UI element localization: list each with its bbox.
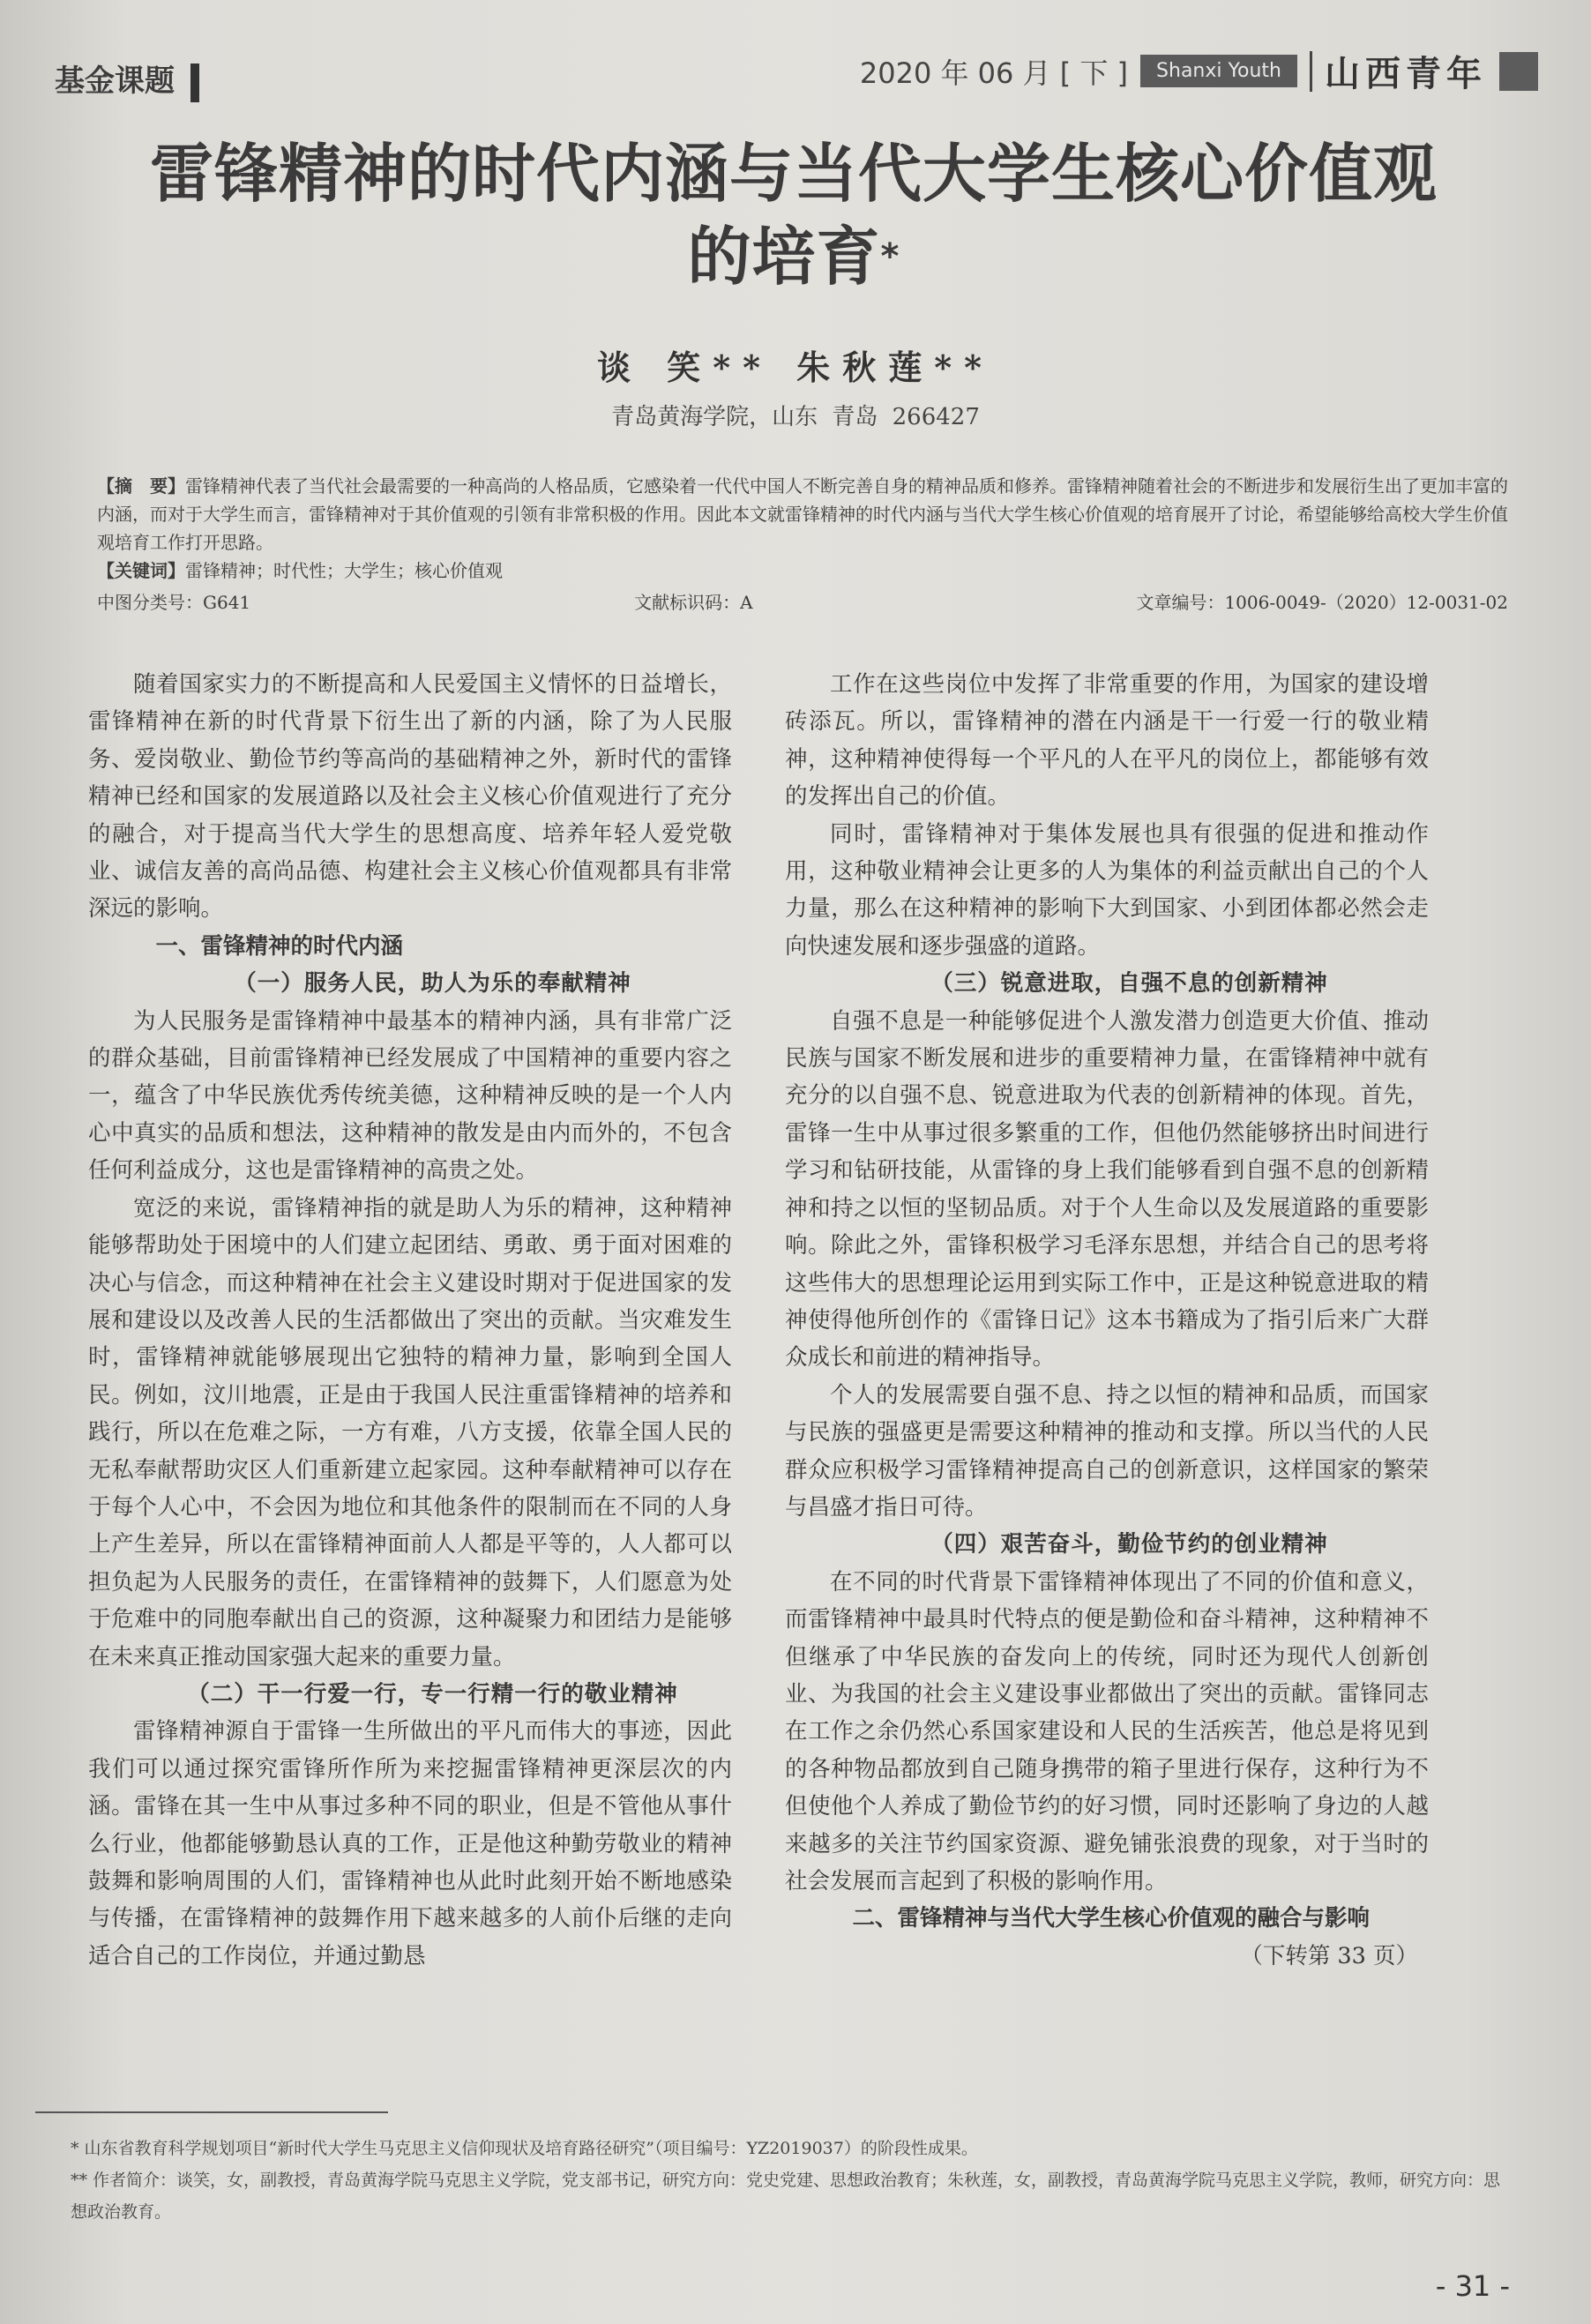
section-heading: 二、雷锋精神与当代大学生核心价值观的融合与影响	[852, 1905, 1371, 1932]
continued-note: （下转第 33 页）	[1240, 1942, 1418, 1969]
page-number: - 31 -	[1435, 2269, 1510, 2303]
title-footnote-mark: *	[880, 236, 900, 277]
keywords-label: 【关键词】	[97, 560, 185, 581]
subsection-heading: （三）锐意进取，自强不息的创新精神	[930, 970, 1328, 998]
journal-brand-cn: 山西青年	[1325, 53, 1487, 94]
article-title	[88, 132, 1499, 298]
abstract-text: 雷锋精神代表了当代社会最需要的一种高尚的人格品质，它感染着一代代中国人不断完善自身的精神品质和修养。雷锋精神随着社会的不断进步和发展衍生出了更加丰富的内涵，而对于大学生而言，雷锋精神对于其价值观的引领有非常积极的作用。因此本文就雷锋精神的时代内涵与当代大学生核心价值观的培育展开了讨论，希望能够给高校大学生价值观培育工作打开思路。	[97, 475, 1508, 553]
article-meta	[97, 472, 1508, 616]
header-divider	[1310, 51, 1312, 92]
paragraph: 雷锋精神源自于雷锋一生所做出的平凡而伟大的事迹，因此我们可以通过探究雷锋所作所为来挖掘雷锋精神更深层次的内涵。雷锋在其一生中从事过多种不同的职业，但是不管他从事什么行业，他都能够勤恳认真的工作，正是他这种勤劳敬业的精神鼓舞和影响周围的人们，雷锋精神也从此时此刻开始不断地感染与传播，在雷锋精神的鼓舞作用下越来越多的人前仆后继的走向适合自己的工作岗位，并通过勤恳	[88, 1718, 732, 1969]
title-line-2: 的培育	[687, 220, 881, 294]
brand-square-icon	[1499, 52, 1538, 91]
body-column-left	[88, 666, 732, 1975]
affiliation: 青岛黄海学院，山东 青岛 266427	[611, 404, 980, 430]
subsection-heading: （二）干一行爱一行，专一行精一行的敬业精神	[187, 1680, 678, 1708]
subsection-heading: （四）艰苦奋斗，勤俭节约的创业精神	[930, 1531, 1328, 1558]
paragraph: 在不同的时代背景下雷锋精神体现出了不同的价值和意义，而雷锋精神中最具时代特点的便是勤俭和奋斗精神，这种精神不但继承了中华民族的奋发向上的传统，同时还为现代人创新创业、为我国的社会主义建设事业都做出了突出的贡献。雷锋同志在工作之余仍然心系国家建设和人民的生活疾苦，他总是将见到的各种物品都放到自己随身携带的箱子里进行保存，这种行为不但使他个人养成了勤俭节约的好习惯，同时还影响了身边的人越来越多的关注节约国家资源、避免铺张浪费的现象，对于当时的社会发展而言起到了积极的影响作用。	[785, 1568, 1429, 1894]
paragraph: 工作在这些岗位中发挥了非常重要的作用，为国家的建设增砖添瓦。所以，雷锋精神的潜在内涵是干一行爱一行的敬业精神，这种精神使得每一个平凡的人在平凡的岗位上，都能够有效的发挥出自己的价值。	[785, 671, 1429, 811]
issue-date: 2020 年 06 月 [ 下 ]	[859, 56, 1129, 90]
paragraph: 个人的发展需要自强不息、持之以恒的精神和品质，而国家与民族的强盛更是需要这种精神的推动和支撑。所以当代的人民群众应积极学习雷锋精神提高自己的创新意识，这样国家的繁荣与昌盛才指日可待。	[785, 1381, 1429, 1521]
abstract	[97, 472, 1508, 557]
paragraph: 宽泛的来说，雷锋精神指的就是助人为乐的精神，这种精神能够帮助处于困境中的人们建立起团结、勇敢、勇于面对困难的决心与信念，而这种精神在社会主义建设时期对于促进国家的发展和建设以及改善人民的生活都做出了突出的贡献。当灾难发生时，雷锋精神就能够展现出它独特的精神力量，影响到全国人民。例如，汶川地震，正是由于我国人民注重雷锋精神的培养和践行，所以在危难之际，一方有难，八方支援，依靠全国人民的无私奉献帮助灾区人们重新建立起家园。这种奉献精神可以存在于每个人心中，不会因为地位和其他条件的限制而在不同的人身上产生差异，所以在雷锋精神面前人人都是平等的，人人都可以担负起为人民服务的责任，在雷锋精神的鼓舞下，人们愿意为处于危难中的同胞奉献出自己的资源，这种凝聚力和团结力是能够在未来真正推动国家强大起来的重要力量。	[88, 1194, 732, 1670]
running-header	[860, 46, 1538, 96]
subsection-heading: （一）服务人民，助人为乐的奉献精神	[234, 970, 631, 998]
classification-row	[97, 588, 1508, 616]
footnote-funding: * 山东省教育科学规划项目“新时代大学生马克思主义信仰现状及培育路径研究”（项目编号：YZ2019037）的阶段性成果。	[71, 2139, 978, 2158]
keywords-text: 雷锋精神；时代性；大学生；核心价值观	[185, 560, 503, 581]
article-number: 文章编号：1006-0049-（2020）12-0031-02	[1136, 592, 1508, 613]
body-column-right	[785, 666, 1429, 1975]
paragraph: 随着国家实力的不断提高和人民爱国主义情怀的日益增长，雷锋精神在新的时代背景下衍生出了新的内涵，除了为人民服务、爱岗敬业、勤俭节约等高尚的基础精神之外，新时代的雷锋精神已经和国家的发展道路以及社会主义核心价值观进行了充分的融合，对于提高当代大学生的思想高度、培养年轻人爱党敬业、诚信友善的高尚品德、构建社会主义核心价值观都具有非常深远的影响。	[88, 671, 732, 923]
authors: 谈 笑** 朱秋莲**	[597, 347, 994, 387]
keywords	[97, 557, 1508, 585]
section-label-text: 基金课题	[55, 64, 175, 99]
footnote-rule	[35, 2111, 388, 2113]
section-label	[55, 56, 199, 102]
paragraph: 自强不息是一种能够促进个人激发潜力创造更大价值、推动民族与国家不断发展和进步的重要精神力量，在雷锋精神中就有充分的以自强不息、锐意进取为代表的创新精神的体现。首先，雷锋一生中从事过很多繁重的工作，但他仍然能够挤出时间进行学习和钻研技能，从雷锋的身上我们能够看到自强不息的创新精神和持之以恒的坚韧品质。对于个人生命以及发展道路的重要影响。除此之外，雷锋积极学习毛泽东思想，并结合自己的思考将这些伟大的思想理论运用到实际工作中，正是这种锐意进取的精神使得他所创作的《雷锋日记》这本书籍成为了指引后来广大群众成长和前进的精神指导。	[785, 1007, 1429, 1371]
document-code: 文献标识码：A	[634, 592, 753, 613]
paragraph: 为人民服务是雷锋精神中最基本的精神内涵，具有非常广泛的群众基础，目前雷锋精神已经发展成了中国精神的重要内容之一，蕴含了中华民族优秀传统美德，这种精神反映的是一个人内心中真实的品质和想法，这种精神的散发是由内而外的，不包含任何利益成分，这也是雷锋精神的高贵之处。	[88, 1007, 732, 1184]
footnote-authors: ** 作者简介：谈笑，女，副教授，青岛黄海学院马克思主义学院，党支部书记，研究方向：党史党建、思想政治教育；朱秋莲，女，副教授，青岛黄海学院马克思主义学院，教师，研究方向：思想政治教育。	[71, 2171, 1501, 2222]
abstract-label: 【摘 要】	[97, 475, 185, 497]
footnotes	[71, 2133, 1517, 2228]
paragraph: 同时，雷锋精神对于集体发展也具有很强的促进和推动作用，这种敬业精神会让更多的人为集体的利益贡献出自己的个人力量，那么在这种精神的影响下大到国家、小到团体都必然会走向快速发展和逐步强盛的道路。	[785, 820, 1429, 960]
title-line-1: 雷锋精神的时代内涵与当代大学生核心价值观	[149, 137, 1438, 211]
journal-brand-en: Shanxi Youth	[1140, 55, 1297, 87]
section-bar-icon	[190, 64, 199, 102]
section-heading: 一、雷锋精神的时代内涵	[155, 932, 404, 960]
clc-number: 中图分类号：G641	[97, 592, 251, 613]
